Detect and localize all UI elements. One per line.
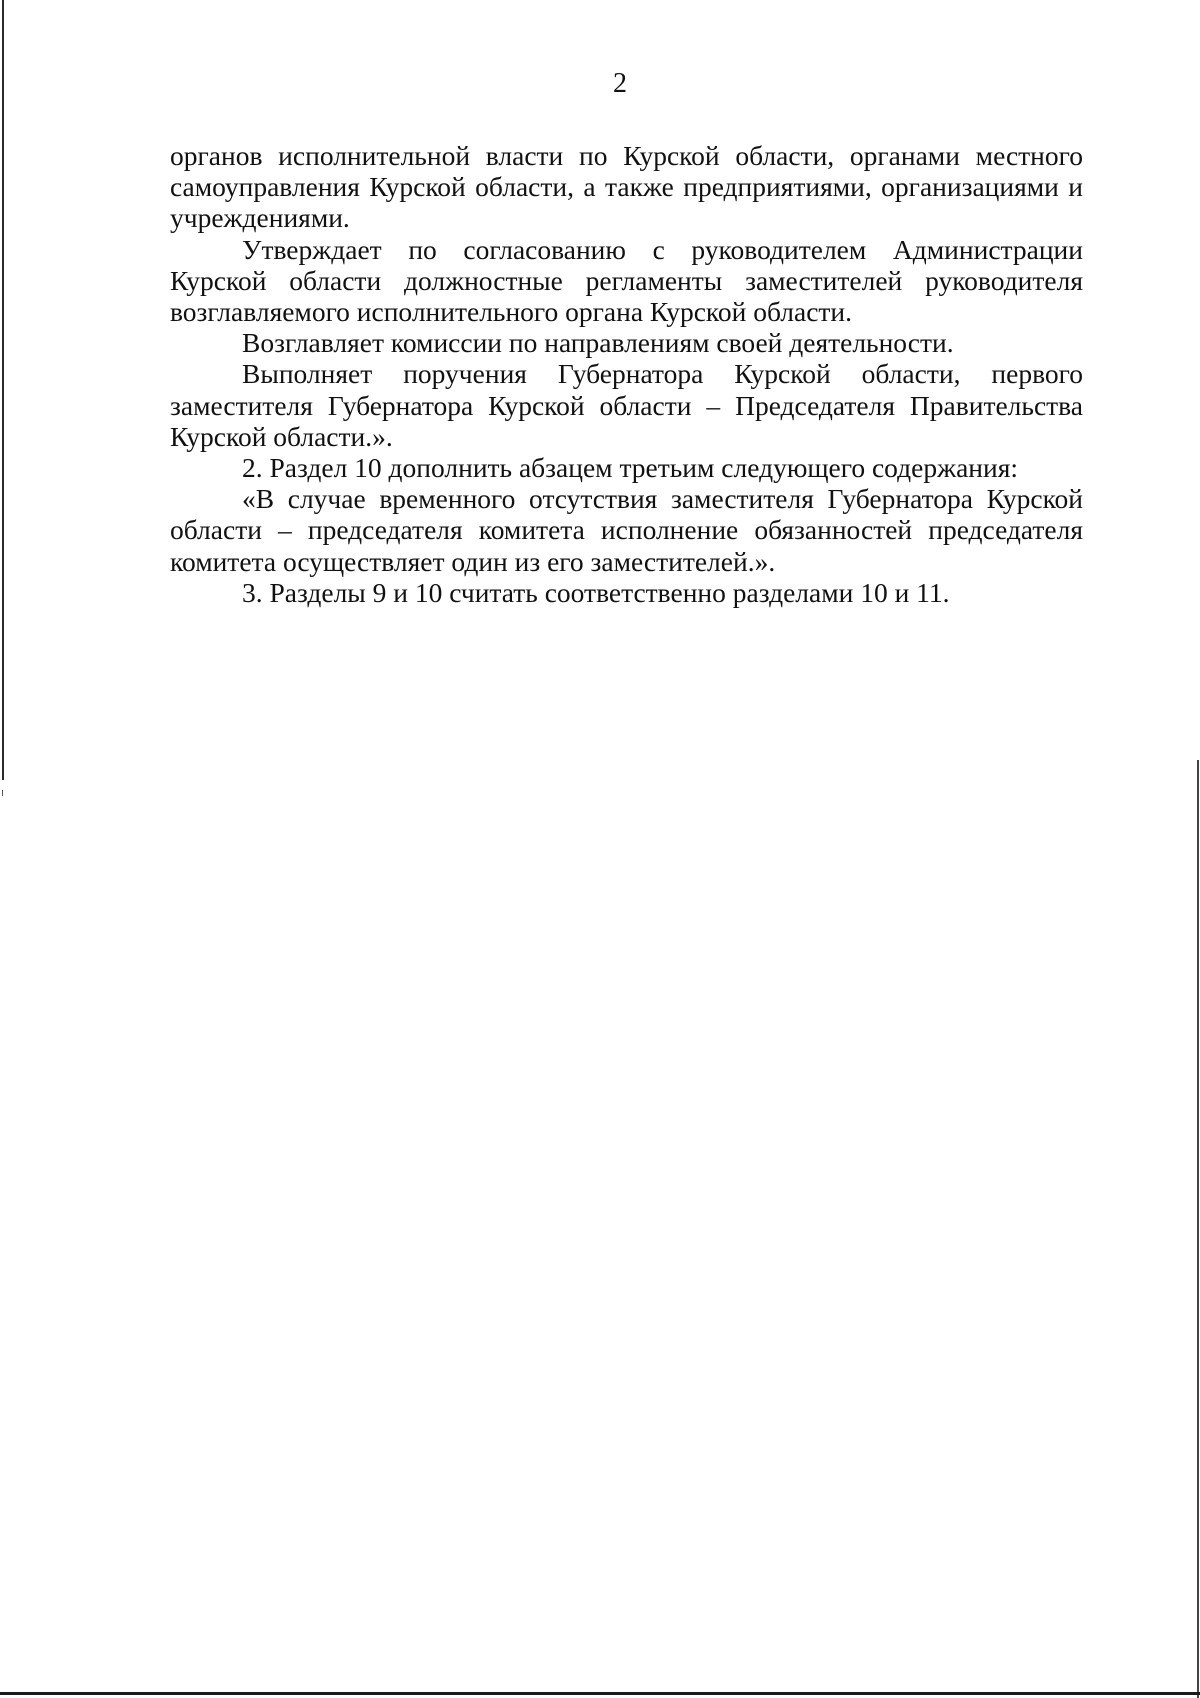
- scan-edge-left: [2, 0, 4, 780]
- paragraph-heads-commissions: Возглавляет комиссии по направлениям своей деятельности.: [242, 327, 954, 359]
- scan-edge-mark: [2, 790, 3, 796]
- paragraph-item-2: 2. Раздел 10 дополнить абзацем третьим следующего содержания:: [242, 452, 1019, 484]
- document-body: [170, 140, 1083, 608]
- scan-edge-bottom: [0, 1692, 1200, 1695]
- paragraph-quote-temporary-absence: «В случае временного отсутствия заместителя Губернатора Курской области – председателя комитета исполнение обязанностей председателя комитета осуществляет один из его заместителей.».: [170, 483, 1083, 577]
- paragraph-approves-regulations: Утверждает по согласованию с руководителем Администрации Курской области должностные регламенты заместителей руководителя возглавляемого исполнительного органа Курской области.: [170, 233, 1083, 328]
- scan-edge-right: [1197, 760, 1199, 1698]
- paragraph-continuation: органов исполнительной власти по Курской области, органами местного самоуправления Курской области, а также предприятиями, организациями и учреждениями.: [170, 140, 1083, 234]
- page-number: 2: [613, 68, 627, 99]
- paragraph-item-3: 3. Разделы 9 и 10 считать соответственно разделами 10 и 11.: [242, 576, 950, 608]
- paragraph-executes-orders: Выполняет поручения Губернатора Курской области, первого заместителя Губернатора Курской области – Председателя Правительства Курской области.».: [170, 358, 1083, 452]
